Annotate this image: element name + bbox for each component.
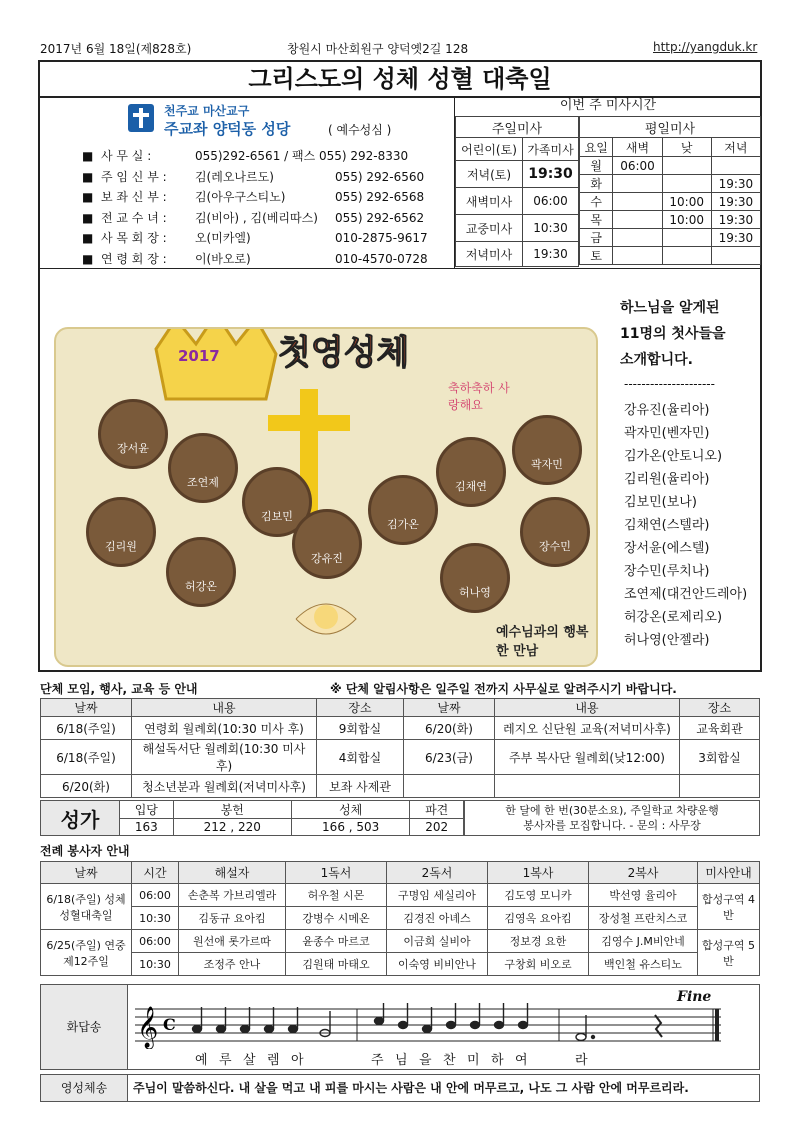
child-photo: 허강온 (166, 537, 236, 607)
contact-list (82, 146, 428, 269)
servers-table: 날짜 시간 해설자 1독서 2독서 1복사 2복사 미사안내 6/18(주일) 성체성혈대축일 06:00 손춘복 가브리엘라 허우철 시몬 구명임 세실리아 김도영 모니카 박선영 율리아 합성구역 4반 10:30 김동규 요아킴 강병수 시메온 김경진 아녜스 김영옥 요아킴 장성철 프란치스코 6/25(주일) 연중 제12주일 06:00 원선애 롯가르따 윤종수 마르코 이금희 실비아 정보경 요한 김영수 J.M비안네 합성구역 5반 10:30 조정주 안나 김원태 마태오 이숙영 비비안나 구창회 비오로 백인철 유스티노 (40, 861, 760, 976)
psalm-box (40, 984, 760, 1070)
treble-clef-icon: 𝄞 (137, 1007, 159, 1048)
child-photo: 김리원 (86, 497, 156, 567)
time-signature-icon: C (163, 1015, 176, 1034)
lyric-syllable: 살 (243, 1053, 256, 1068)
sunday-mass-table: 주일미사 어린이(토) 가족미사 저녁(토) 19:30 새벽미사 06:00 교중미사 10:30 저녁미사 19:30 (455, 116, 579, 267)
child-name: 조연제(대건안드레아) (624, 587, 748, 602)
contact-row: ■ 연 령 회 장 : 이(바오로) 010-4570-0728 (82, 249, 428, 270)
church-logo-icon (128, 104, 154, 132)
contact-row: ■ 주 임 신 부 : 김(레오나르도) 055) 292-6560 (82, 167, 428, 188)
lyric-syllable: 주 (371, 1053, 384, 1068)
contact-value: 김(비아) , 김(베리따스) (194, 210, 318, 225)
contact-phone: 055) 292-6562 (334, 210, 425, 225)
table-row: 10:30 조정주 안나 김원태 마태오 이숙영 비비안나 구창회 비오로 백인철 유스티노 (41, 953, 760, 976)
mass-guide: 합성구역 4반 (698, 884, 760, 930)
communion-photo (54, 327, 598, 667)
psalm-label: 화답송 (41, 985, 128, 1069)
child-name: 김보민(보나) (624, 495, 697, 510)
child-photo: 곽자민 (512, 415, 582, 485)
intro-divider: --------------------- (624, 377, 715, 391)
lyric-syllable: 아 (291, 1053, 304, 1068)
child-photo: 허나영 (440, 543, 510, 613)
banner-year: 2017 (178, 347, 220, 365)
music-staff (135, 1003, 721, 1049)
quarter-rest-icon (655, 1015, 662, 1037)
contact-value: 이(바오로) (194, 251, 251, 266)
psalm-lyrics (191, 1049, 631, 1067)
child-name: 김채연(스텔라) (624, 518, 710, 533)
mass-schedule-title: 이번 주 미사시간 (455, 96, 761, 117)
server-date: 6/25(주일) 연중 제12주일 (41, 930, 132, 976)
hymn-table: 성가 입당 봉헌 성체 파견 163 212 , 220 166 , 503 202 (40, 800, 464, 836)
contact-value: 김(레오나르도) (194, 169, 274, 184)
weekday-mass-title: 평일미사 (580, 117, 761, 138)
mass-schedule (454, 96, 761, 268)
table-row: 6/18(주일) 해설독서단 월례회(10:30 미사 후) 4회합실 6/23(금) 주부 복사단 월례회(낮12:00) 3회합실 (41, 740, 760, 775)
hymn-value: 202 (410, 819, 464, 836)
cross-bar (268, 415, 350, 431)
child-name: 장수민(루치나) (624, 564, 710, 579)
contact-row: ■ 사 무 실 : 055)292-6561 / 팩스 055) 292-8330 (82, 149, 409, 163)
banner-title: 첫영성체 (278, 333, 410, 373)
child-photo: 김보민 (242, 467, 312, 537)
hymn-value: 163 (120, 819, 174, 836)
lyric-syllable: 찬 (443, 1053, 456, 1068)
table-row: 10:30 김동규 요아킴 강병수 시메온 김경진 아녜스 김영옥 요아킴 장성철 프란치스코 (41, 907, 760, 930)
child-photo: 김가온 (368, 475, 438, 545)
communion-verse-box (40, 1074, 760, 1102)
hymn-value: 166 , 503 (291, 819, 409, 836)
children-list (624, 399, 747, 652)
congrats-text: 축하축하 사랑해요 (448, 381, 510, 412)
mass-guide: 합성구역 5반 (698, 930, 760, 976)
weekday-mass-table: 평일미사 요일 새벽 낮 저녁 월 06:00 화 19:30 수 10:00 19:30 목 10:00 19:30 금 19:30 토 (579, 116, 761, 265)
contact-value: 김(아우구스티노) (194, 190, 286, 204)
lyric-syllable: 님 (395, 1053, 408, 1068)
child-name: 허나영(안젤라) (624, 633, 710, 648)
table-row: 6/18(주일) 연령회 월례회(10:30 미사 후) 9회합실 6/20(화) 레지오 신단원 교육(저녁미사후) 교육회관 (41, 717, 760, 740)
lyric-syllable: 렘 (267, 1053, 280, 1068)
hymn-label: 성가 (41, 801, 120, 836)
child-photo: 장서윤 (98, 399, 168, 469)
lyric-syllable: 라 (575, 1053, 588, 1068)
lyric-syllable: 을 (419, 1053, 432, 1068)
church-name: 주교좌 양덕동 성당 (164, 120, 291, 138)
lyric-syllable: 하 (491, 1053, 504, 1068)
top-frame (38, 60, 762, 672)
contact-phone: 055) 292-6568 (334, 190, 425, 204)
hymn-value: 212 , 220 (173, 819, 291, 836)
servers-title: 전례 봉사자 안내 (40, 844, 130, 858)
contact-value: 오(미카엘) (194, 231, 251, 245)
child-name: 곽자민(벤자민) (624, 426, 710, 441)
child-photo: 조연제 (168, 433, 238, 503)
contact-phone: 010-2875-9617 (334, 231, 428, 245)
issue-date: 2017년 6월 18일(제828호) (40, 42, 192, 56)
photo-caption: 예수님과의 행복한 만남 (496, 625, 589, 659)
child-name: 김리원(율리아) (624, 472, 710, 487)
page-title: 그리스도의 성체 성혈 대축일 (40, 62, 760, 98)
lyric-syllable: 루 (219, 1053, 232, 1068)
first-communion-section (40, 268, 760, 671)
communion-intro: 하느님을 알게된 11명의 첫사들을 소개합니다. (620, 300, 726, 368)
host-icon (314, 605, 338, 629)
communion-verse-label: 영성체송 (41, 1075, 128, 1101)
child-name: 허강온(로제리오) (624, 610, 723, 625)
communion-verse-text: 주님이 말씀하신다. 내 살을 먹고 내 피를 마시는 사람은 내 안에 머무르고, 나도 그 사람 안에 머무르리라. (133, 1081, 689, 1095)
child-name: 장서윤(에스텔) (624, 541, 710, 556)
sunday-mass-title: 주일미사 (456, 117, 579, 138)
patron-name: ( 예수성심 ) (328, 123, 392, 137)
diocese-name: 천주교 마산교구 (164, 104, 250, 118)
groups-notice: ※ 단체 알림사항은 일주일 전까지 사무실로 알려주시기 바랍니다. (330, 682, 677, 696)
contact-phone: 010-4570-0728 (334, 251, 428, 266)
church-info (40, 96, 454, 268)
server-date: 6/18(주일) 성체성혈대축일 (41, 884, 132, 930)
table-row: 6/20(화) 청소년분과 월례회(저녁미사후) 보좌 사제관 (41, 775, 760, 798)
table-row: 6/25(주일) 연중 제12주일 06:00 원선애 롯가르따 윤종수 마르코 이금희 실비아 정보경 요한 김영수 J.M비안네 합성구역 5반 (41, 930, 760, 953)
contact-row: ■ 전 교 수 녀 : 김(비아) , 김(베리따스) 055) 292-6562 (82, 208, 428, 229)
contact-phone: 055) 292-6560 (334, 169, 425, 184)
volunteer-notice: 한 달에 한 번(30분소요), 주일학교 차량운행 봉사자를 모집합니다. - 문의 : 사무장 (464, 800, 760, 836)
lyric-syllable: 미 (467, 1053, 480, 1068)
child-name: 강유진(율리아) (624, 403, 710, 418)
contact-row: ■ 보 좌 신 부 : 김(아우구스티노) 055) 292-6568 (82, 187, 428, 208)
child-photo: 장수민 (520, 497, 590, 567)
child-photo: 강유진 (292, 509, 362, 579)
contact-row: ■ 사 목 회 장 : 오(미카엘) 010-2875-9617 (82, 228, 428, 249)
website-link[interactable]: http://yangduk.kr (653, 40, 758, 54)
child-name: 김가온(안토니오) (624, 449, 723, 464)
groups-title: 단체 모임, 행사, 교육 등 안내 (40, 682, 198, 696)
child-photo: 김채연 (436, 437, 506, 507)
groups-table: 날짜 내용 장소 날짜 내용 장소 6/18(주일) 연령회 월례회(10:30 미사 후) 9회합실 6/20(화) 레지오 신단원 교육(저녁미사후) 교육회관 6/18(주일) 해설독서단 월례회(10:30 미사 후) 4회합실 6/23(금) 주부 복사단 월례회(낮12:00) 3회합실 6/20(화) 청소년분과 월례회(저녁미사후) 보좌 사제관 (40, 698, 760, 798)
lyric-syllable: 예 (195, 1053, 208, 1068)
contact-value: 055)292-6561 / 팩스 055) 292-8330 (194, 149, 409, 163)
fine-mark: Fine (677, 989, 712, 1005)
lyric-syllable: 여 (515, 1053, 528, 1068)
church-address: 창원시 마산회원구 양덕옛2길 128 (287, 42, 469, 56)
table-row: 6/18(주일) 성체성혈대축일 06:00 손춘복 가브리엘라 허우철 시몬 구명임 세실리아 김도영 모니카 박선영 율리아 합성구역 4반 (41, 884, 760, 907)
